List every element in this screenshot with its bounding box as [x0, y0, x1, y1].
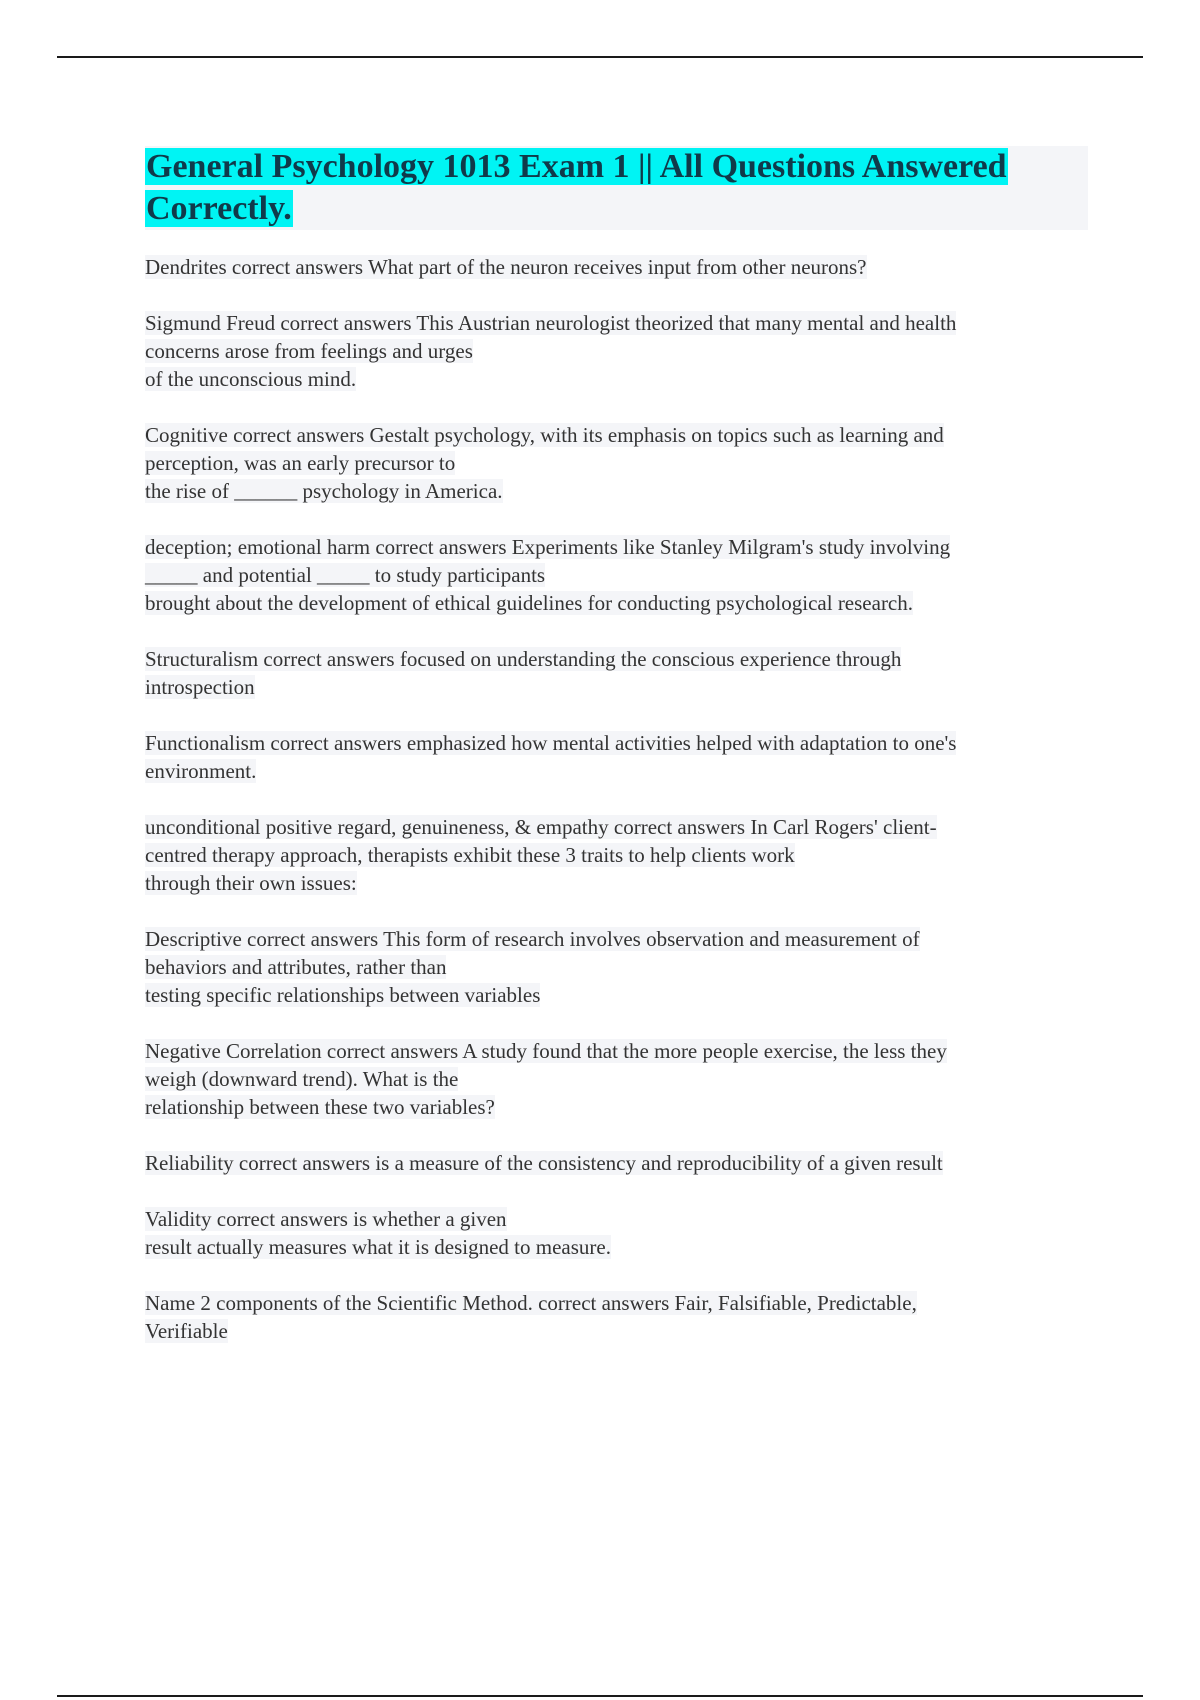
- qa-line: [145, 253, 1090, 281]
- qa-line-text: Verifiable: [145, 1319, 228, 1343]
- qa-item: [145, 533, 1090, 617]
- qa-line-text: Functionalism correct answers emphasized how mental activities helped with adaptation to one's: [145, 731, 957, 755]
- qa-line-text: of the unconscious mind.: [145, 367, 357, 391]
- qa-item: [145, 1149, 1090, 1177]
- qa-item: [145, 421, 1090, 505]
- qa-line-text: introspection: [145, 675, 255, 699]
- qa-line: [145, 1233, 1090, 1261]
- qa-line-text: _____ and potential _____ to study participants: [145, 563, 546, 587]
- qa-line: [145, 365, 1090, 393]
- qa-line: [145, 673, 1090, 701]
- qa-line-text: behaviors and attributes, rather than: [145, 955, 447, 979]
- qa-line-text: Reliability correct answers is a measure of the consistency and reproducibility of a given result: [145, 1151, 943, 1175]
- qa-line-text: relationship between these two variables?: [145, 1095, 495, 1119]
- qa-line-text: weigh (downward trend). What is the: [145, 1067, 459, 1091]
- qa-line: [145, 1317, 1090, 1345]
- qa-line-text: concerns arose from feelings and urges: [145, 339, 473, 363]
- qa-line-text: Descriptive correct answers This form of research involves observation and measurement of: [145, 927, 920, 951]
- qa-line: [145, 1037, 1090, 1065]
- qa-line-text: Name 2 components of the Scientific Method. correct answers Fair, Falsifiable, Predictable,: [145, 1291, 917, 1315]
- qa-item: [145, 1037, 1090, 1121]
- qa-line: [145, 953, 1090, 981]
- qa-line-text: the rise of ______ psychology in America.: [145, 479, 503, 503]
- qa-list: [145, 253, 1090, 1373]
- qa-line-text: Negative Correlation correct answers A study found that the more people exercise, the less they: [145, 1039, 947, 1063]
- qa-line-text: centred therapy approach, therapists exhibit these 3 traits to help clients work: [145, 843, 795, 867]
- qa-line-text: testing specific relationships between variables: [145, 983, 541, 1007]
- document-title-text: General Psychology 1013 Exam 1 || All Questions Answered Correctly.: [146, 148, 1007, 227]
- qa-line: [145, 1093, 1090, 1121]
- qa-line: [145, 757, 1090, 785]
- qa-line-text: unconditional positive regard, genuineness, & empathy correct answers In Carl Rogers' client-: [145, 815, 937, 839]
- qa-item: [145, 813, 1090, 897]
- qa-line: [145, 561, 1090, 589]
- qa-line-text: Structuralism correct answers focused on understanding the conscious experience through: [145, 647, 902, 671]
- qa-line: [145, 869, 1090, 897]
- qa-line: [145, 337, 1090, 365]
- qa-line-text: Cognitive correct answers Gestalt psychology, with its emphasis on topics such as learning and: [145, 423, 944, 447]
- qa-line: [145, 925, 1090, 953]
- qa-item: [145, 729, 1090, 785]
- qa-item: [145, 253, 1090, 281]
- qa-item: [145, 309, 1090, 393]
- qa-line-text: deception; emotional harm correct answers Experiments like Stanley Milgram's study involving: [145, 535, 951, 559]
- qa-line: [145, 309, 1090, 337]
- qa-line-text: environment.: [145, 759, 257, 783]
- qa-line-text: Validity correct answers is whether a given: [145, 1207, 507, 1231]
- qa-line: [145, 841, 1090, 869]
- qa-item: [145, 1289, 1090, 1345]
- qa-line: [145, 1149, 1090, 1177]
- qa-line-text: perception, was an early precursor to: [145, 451, 456, 475]
- qa-line: [145, 645, 1090, 673]
- qa-line: [145, 729, 1090, 757]
- qa-line-text: brought about the development of ethical guidelines for conducting psychological research.: [145, 591, 914, 615]
- qa-line: [145, 589, 1090, 617]
- qa-line: [145, 533, 1090, 561]
- qa-line: [145, 477, 1090, 505]
- qa-line: [145, 981, 1090, 1009]
- title-block: [145, 146, 1088, 230]
- qa-item: [145, 925, 1090, 1009]
- qa-line-text: through their own issues:: [145, 871, 357, 895]
- qa-line-text: Dendrites correct answers What part of the neuron receives input from other neurons?: [145, 255, 867, 279]
- document-title: [145, 146, 1088, 230]
- qa-line: [145, 1289, 1090, 1317]
- qa-item: [145, 645, 1090, 701]
- qa-line: [145, 1065, 1090, 1093]
- qa-line: [145, 421, 1090, 449]
- qa-line: [145, 813, 1090, 841]
- qa-line-text: Sigmund Freud correct answers This Austrian neurologist theorized that many mental and health: [145, 311, 957, 335]
- qa-line: [145, 1205, 1090, 1233]
- qa-line: [145, 449, 1090, 477]
- qa-line-text: result actually measures what it is designed to measure.: [145, 1235, 611, 1259]
- top-rule: [57, 56, 1143, 58]
- bottom-rule: [57, 1695, 1143, 1697]
- qa-item: [145, 1205, 1090, 1261]
